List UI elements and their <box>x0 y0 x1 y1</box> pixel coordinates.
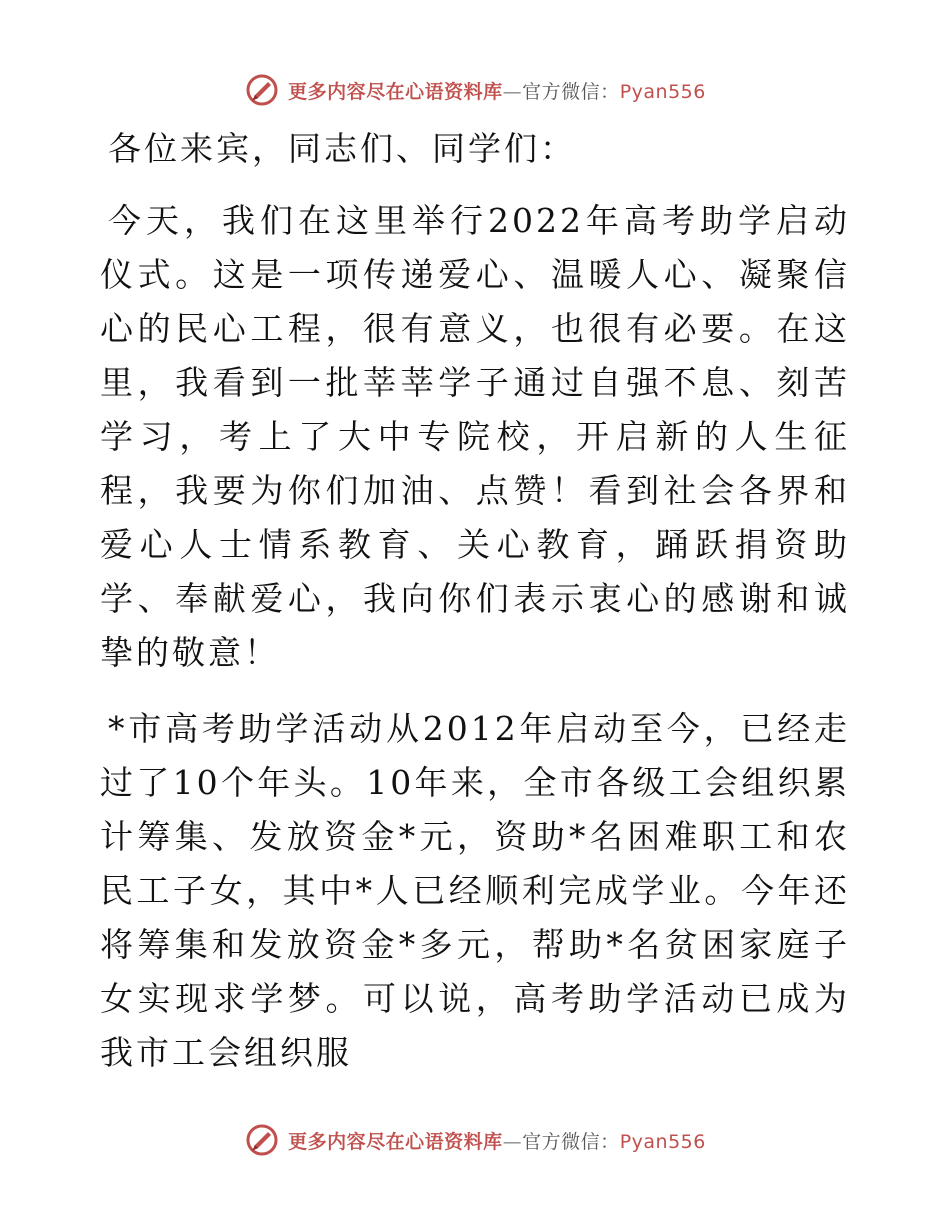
quill-logo-icon <box>244 72 280 108</box>
greeting: 各位来宾，同志们、同学们： <box>108 129 576 168</box>
header-watermark <box>0 68 950 112</box>
watermark-wechat-label: 官方微信： <box>522 80 620 103</box>
watermark-wechat-id: Pyan556 <box>619 1130 706 1153</box>
document-body <box>100 122 850 1080</box>
paragraph-2: *市高考助学活动从2012年启动至今，已经走过了10个年头。10年来，全市各级工会组织累计筹集、发放资金*元，资助*名困难职工和农民工子女，其中*人已经顺利完成学业。今年还将筹集和发放资金*多元，帮助*名贫困家庭子女实现求学梦。可以说，高考助学活动已成为我市工会组织服 <box>100 709 850 1072</box>
watermark-wechat-id: Pyan556 <box>619 80 706 103</box>
quill-logo-icon <box>244 1122 280 1158</box>
paragraph-1: 今天，我们在这里举行2022年高考助学启动仪式。这是一项传递爱心、温暖人心、凝聚信心的民心工程，很有意义，也很有必要。在这里，我看到一批莘莘学子通过自强不息、刻苦学习，考上了大中专院校，开启新的人生征程，我要为你们加油、点赞！看到社会各界和爱心人士情系教育、关心教育，踊跃捐资助学、奉献爱心，我向你们表示衷心的感谢和诚挚的敬意！ <box>100 201 850 672</box>
watermark-main: 更多内容尽在心语资料库 <box>288 1130 503 1153</box>
watermark-text <box>288 77 706 104</box>
watermark-separator: — <box>502 1130 523 1153</box>
watermark-separator: — <box>502 80 523 103</box>
footer-watermark <box>0 1118 950 1162</box>
watermark-main: 更多内容尽在心语资料库 <box>288 80 503 103</box>
watermark-wechat-label: 官方微信： <box>522 1130 620 1153</box>
watermark-text <box>288 1127 706 1154</box>
